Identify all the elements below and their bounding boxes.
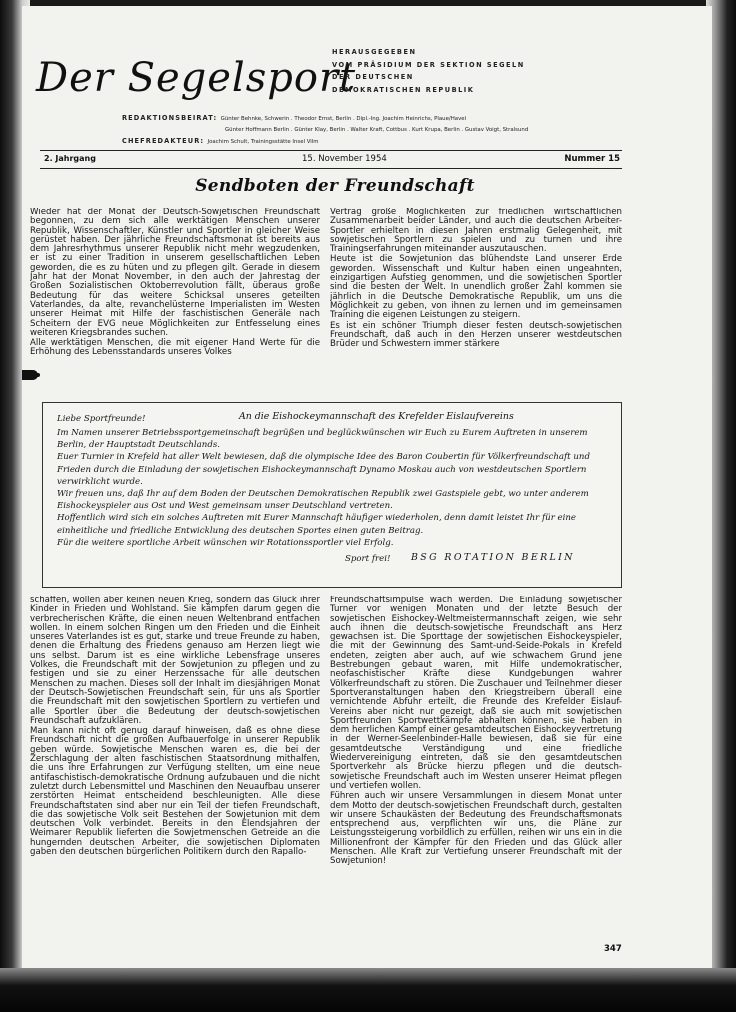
paragraph: Vertrag große Möglichkeiten zur friedlichen wirtschaftlichen Zusammenarbeit beider Länder, und auch die deutschen Arbeiter-Sportler erhielten in diesen Jahren erstmalig Gelegenheit, mit sowjetischen Sportlern zu spielen und zu turnen und ihre Trainingserfahrungen miteinander auszutauschen. — [330, 208, 622, 255]
issue-number: Nummer 15 — [564, 154, 620, 164]
issue-date: 15. November 1954 — [302, 154, 387, 164]
publisher-line: DEMOKRATISCHEN REPUBLIK — [332, 85, 475, 94]
greeting-signature: BSG ROTATION BERLIN — [411, 552, 575, 564]
publisher-line: VOM PRÄSIDIUM DER SEKTION SEGELN — [332, 60, 525, 69]
pointing-hand-icon — [22, 370, 38, 380]
paragraph: Führen auch wir unsere Versammlungen in diesem Monat unter dem Motto der deutsch-sowjetischen Freundschaft durch, gestalten wir unsere Schaukästen der Bedeutung des Freundschaftsmonats entsprechend aus, verpflichten wir uns, die Pläne zur Leistungssteigerung vorbildlich zu erfüllen, reihen wir uns ein in die Millionenfront der Kämpfer für den Frieden und das Glück aller Menschen. Alle Kraft zur Vertiefung unserer Freundschaft mit der Sowjetunion! — [330, 791, 622, 867]
article-column-4 — [330, 596, 622, 942]
paragraph: Heute ist die Sowjetunion das blühendste Land unserer Erde geworden. Wissenschaft und Kultur haben einen ungeahnten, einzigartigen Aufstieg genommen, und die sowjetischen Sportler sind die besten der Welt. In unendlich großer Zahl kommen sie jährlich in die Deutsche Demokratische Republik, um uns die Möglichkeit zu geben, von ihnen zu lernen und im gemeinsamen Training die eigenen Leistungen zu steigern. — [330, 254, 622, 321]
greeting-closing: Sport frei! — [345, 554, 391, 565]
paragraph: Alle werktätigen Menschen, die mit eigener Hand Werte für die Erhöhung des Lebensstandards unseres Volkes — [30, 338, 320, 358]
greeting-paragraph: Wir freuen uns, daß Ihr auf dem Boden der Deutschen Demokratischen Republik zwei Gastspiele gebt, wo unter anderem Eishockeyspieler aus Ost und West gemeinsam unser Deutschland vertreten. — [57, 489, 589, 512]
editorial-staff — [122, 113, 528, 148]
article-column-1 — [30, 208, 320, 406]
paragraph: Man kann nicht oft genug darauf hinweisen, daß es ohne diese Freundschaft nicht die großen Aufbauerfolge in unserer Republik geben würde. Sowjetische Menschen waren es, die bei der Zerschlagung der alten faschistischen Staatsordnung mithalfen, die uns ihre Erfahrungen zur Verfügung stellten, um eine neue antifaschistisch-demokratische Ordnung aufzubauen und die nicht zuletzt durch Lebensmittel und Maschinen den Neuaufbau unserer zerstörten Heimat entscheidend beschleunigten. Alle diese Freundschaftstaten sind aber nur ein Teil der tiefen Freundschaft, die das sowjetische Volk seit Bestehen der Sowjetunion mit dem deutschen Volk verbindet. Bereits in den Elendsjahren der Weimarer Republik lieferten die Sowjetmenschen Getreide an die hungernden deutschen Arbeiter, die sowjetischen Diplomaten gaben den deutschen bürgerlichen Politikern durch den Rapallo- — [30, 726, 320, 858]
paragraph: schaffen, wollen aber keinen neuen Krieg, sondern das Glück ihrer Kinder in Frieden und Wohlstand. Sie kämpfen darum gegen die verbrecherischen Kräfte, die einen neuen Weltenbrand entfachen wollen. In einem solchen Ringen um den Frieden und die Einheit unseres Vaterlandes ist es gut, starke und treue Freunde zu haben, denen die Erhaltung des Friedens genauso am Herzen liegt wie uns selbst. Darum ist es eine wirkliche Lebensfrage unseres Volkes, die Freundschaft mit der Sowjetunion zu pflegen und zu festigen und sie zu einer Herzenssache für alle deutschen Menschen zu machen. Dieses soll der Inhalt im diesjährigen Monat der Deutsch-Sowjetischen Freundschaft sein, für uns als Sportler die Freundschaft mit den sowjetischen Sportlern zu vertiefen und alle Sportler über die Bedeutung der deutsch-sowjetischen Freundschaft aufzuklären. — [30, 596, 320, 726]
header-rule-top — [40, 150, 622, 151]
paragraph: Wieder hat der Monat der Deutsch-Sowjetischen Freundschaft begonnen, zu dem sich alle werktätigen Menschen unserer Republik, Wissenschaftler, Künstler und Sportler in gleicher Weise gerüstet haben. Der jährliche Freundschaftsmonat ist bereits aus dem Jahresrhythmus unserer Republik nicht mehr wegzudenken, er ist zu einer Tradition in unserem gesellschaftlichen Leben geworden, die es zu hüten und zu pflegen gilt. Gerade in diesem Jahr hat der Monat November, in den auch der Jahrestag der Großen Sozialistischen Oktoberrevolution fällt, überaus große Bedeutung für das weitere Schicksal unseres geteilten Vaterlandes, da alte, revanchelüsterne Imperialisten im Westen unserer Heimat mit Hilfe der faschistischen Generäle nach Scheitern der EVG neue Möglichkeiten zur Entfesselung eines weiteren Kriegsbrandes suchen. — [30, 208, 320, 338]
article-headline: Sendboten der Freundschaft — [195, 176, 475, 196]
publisher-block — [332, 46, 525, 96]
article-column-2 — [330, 208, 622, 406]
greeting-paragraph: Im Namen unserer Betriebssportgemeinschaft begrüßen und beglückwünschen wir Euch zu Eurem Auftreten in unserem Berlin, der Hauptstadt Deutschlands. — [57, 428, 588, 451]
board-members-line2: Günter Hoffmann Berlin . Günter Klay, Berlin . Walter Kraft, Cottbus . Kurt Krupa, Berlin . Gustav Voigt, Stralsund — [225, 127, 529, 133]
newspaper-page — [22, 6, 712, 968]
editor-name: Joachim Schult, Trainingsstätte Insel Vilm — [207, 139, 319, 145]
greeting-addressee: An die Eishockeymannschaft des Krefelder Eislaufvereins — [239, 411, 514, 422]
dateline — [44, 154, 620, 168]
publisher-line: DER DEUTSCHEN — [332, 73, 414, 82]
publisher-line: HERAUSGEGEBEN — [332, 48, 417, 56]
greeting-box — [42, 402, 622, 588]
paragraph: Freundschaftsimpulse wach werden. Die Einladung sowjetischer Turner vor wenigen Monaten und der letzte Besuch der sowjetischen Eishockey-Weltmeistermannschaft zeigen, wie sehr auch ihnen die deutsch-sowjetische Freundschaft ans Herz gewachsen ist. Die Sporttage der sowjetischen Eishockeyspieler, die mit der Gewinnung des Samt-und-Seide-Pokals in Krefeld endeten, zeigten aber auch, auf wie schwachem Grund jene Bestrebungen gebaut waren, mit Hilfe undemokratischer, neofaschistischer Kräfte diese Kundgebungen wahrer Völkerfreundschaft zu stören. Die Zuschauer und Teilnehmer dieser Sportveranstaltungen haben den Kriegstreibern überall eine vernichtende Abfuhr erteilt, die Freunde des Krefelder Eislauf-Vereins aber nicht nur gezeigt, daß sie auch mit sowjetischen Sportfreunden Sportwettkämpfe abhalten können, sie haben in dem herrlichen Kampf einer gesamtdeutschen Eishockeyvertretung in der Werner-Seelenbinder-Halle bewiesen, daß sie für eine gesamtdeutsche Verständigung und eine friedliche Wiedervereinigung eintreten, daß sie den gesamtdeutschen Sportverkehr als Brücke hierzu pflegen und die deutsch-sowjetische Freundschaft auch im Westen unserer Heimat pflegen und vertiefen wollen. — [330, 596, 622, 791]
volume-label: 2. Jahrgang — [44, 154, 96, 163]
scan-bottom-shadow — [0, 968, 736, 1012]
board-label: REDAKTIONSBEIRAT: — [122, 114, 218, 122]
greeting-salutation: Liebe Sportfreunde! — [57, 414, 146, 424]
greeting-paragraph: Euer Turnier in Krefeld hat aller Welt bewiesen, daß die olympische Idee des Baron Coubertin für Völkerfreundschaft und Frieden durch die Einladung der sowjetischen Eishockeymannschaft Dynamo Moskau auch von westdeutschen Sportlern verwirklicht wurde. — [57, 452, 590, 487]
masthead-logo: Der Segelsport — [36, 55, 357, 101]
header-rule-bottom — [40, 168, 622, 169]
paragraph: Es ist ein schöner Triumph dieser festen deutsch-sowjetischen Freundschaft, daß auch in den Herzen unserer westdeutschen Brüder und Schwestern immer stärkere — [330, 320, 622, 350]
greeting-paragraph: Hoffentlich wird sich ein solches Auftreten mit Eurer Mannschaft häufiger wiederholen, denn damit leistet Ihr für eine einheitliche und friedliche Entwicklung des deutschen Sportes einen guten Beitrag. — [57, 513, 577, 536]
board-members-line1: Günter Behnke, Schwerin . Theodor Ernst, Berlin . Dipl.-Ing. Joachim Heinrichs, Plaue/Havel — [220, 116, 467, 122]
article-column-3 — [30, 596, 320, 942]
editor-label: CHEFREDAKTEUR: — [122, 137, 205, 145]
greeting-paragraph: Für die weitere sportliche Arbeit wünschen wir Rotationssportler viel Erfolg. — [57, 537, 394, 548]
page-number: 347 — [604, 944, 622, 954]
